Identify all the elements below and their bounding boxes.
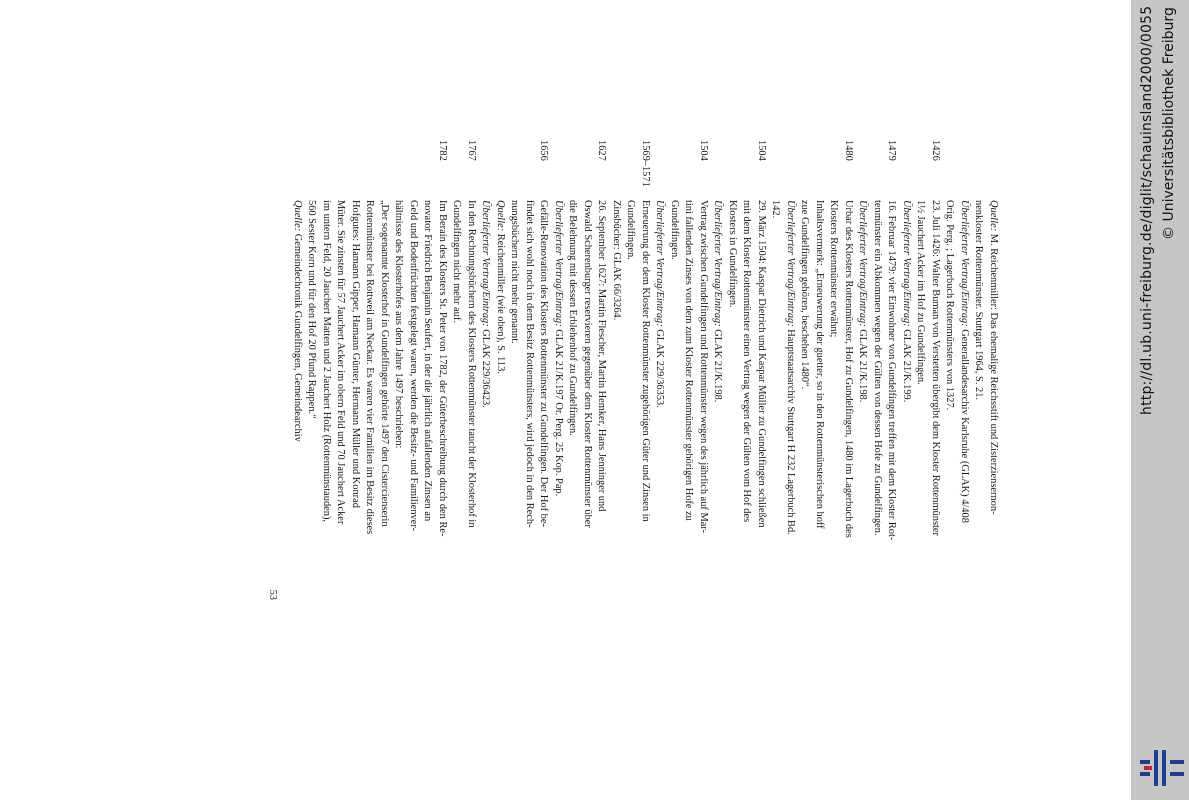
text-line: 560 Sester Korn und für den Hof 20 Pfund Rappen.“	[306, 200, 318, 419]
text-line: Rottenmünster bei Rottweil am Neckar. Es waren vier Familien im Besitz dieses	[364, 200, 376, 535]
text-line: Vertrag zwischen Gundelfingen und Rottenmünster wegen des jährlich auf Mar-	[698, 200, 709, 534]
text-line: Gefälle-Renovation des Klosters Rottenmünster zu Gundelfingen. Der Hof be-	[538, 200, 550, 527]
entry-year: 1767	[466, 140, 477, 161]
text-line: Hofgutes: Hamann Gipper, Hamann Günter, Hermann Müller und Konrad	[350, 200, 361, 508]
text-line: „Der sogenannte Klosterhof in Gundelfingen gehörte 1497 den Cistercienserin	[379, 200, 390, 527]
text-line: Überlieferter Vertrag/Eintrag: Generallandesarchiv Karlsruhe (GLAK) 4/408	[959, 200, 970, 523]
text-line: 1½ Jauchert Acker im Hof zu Gundelfingen.	[915, 200, 927, 385]
scanned-page	[200, 140, 1000, 740]
text-line: 16. Februar 1479: vier Einwohner von Gundelfingen treffen mit dem Kloster Rot-	[886, 200, 898, 541]
text-line: Gundelfingen nicht mehr auf.	[451, 200, 463, 323]
ub-freiburg-logo-icon[interactable]	[1140, 746, 1184, 790]
entry-year: 1569–1571	[640, 140, 651, 187]
text-line: 23. Juli 1426: Walter Buman von Verstetten übergibt dem Kloster Rottenmünster	[930, 200, 941, 536]
text-line: zue Gundelfingen gehören, beschehen 1480“.	[799, 200, 811, 390]
text-line: Überlieferter Vertrag/Eintrag: GLAK 21/K.198.	[712, 200, 724, 403]
text-line: hältnisse des Klosterhofes aus dem Jahre 1497 beschrieben:	[393, 200, 405, 449]
text-line: nungsbüchern nicht mehr genannt.	[509, 200, 521, 344]
text-line: novator Friedrich Benjamin Seufert, in der die jährlich anfallenden Zinsen an	[422, 200, 434, 522]
text-line: Klosters Rottenmünster erwähnt;	[828, 200, 840, 338]
text-line: Überlieferter Vertrag/Eintrag: GLAK 229/36423.	[480, 200, 492, 408]
text-line: mit dem Kloster Rottenmünster einen Vertrag wegen der Gülten vom Hof des	[741, 200, 753, 523]
text-line: tini fallenden Zinses von dem zum Kloster Rottenmünster gehörigen Hofe zu	[683, 200, 695, 521]
entry-year: 1480	[843, 140, 854, 161]
text-line: nenkloster Rottenmünster. Stuttgart 1964, S. 21.	[973, 200, 985, 401]
text-line: Quelle: Gemeindechronik Gundelfingen, Gemeindearchiv	[292, 200, 303, 442]
text-line: im untern Feld, 20 Jauchert Matten und 2 Jauchert Holz (Rottenmünstauden),	[321, 200, 332, 523]
entry-year: 1504	[698, 140, 709, 161]
text-line: Oswald Scherenburger reservieren gegenüber dem Kloster Rottenmünster über	[582, 200, 593, 528]
entry-year: 1782	[437, 140, 448, 161]
text-line: Im Berain des Klosters St. Peter von 1782, der Güterbeschreibung durch den Re-	[437, 200, 448, 537]
entry-year: 1656	[538, 140, 550, 161]
text-line: 26. September 1627: Martin Flescher, Martin Hemker, Hans Jenninger und	[596, 200, 608, 512]
text-line: Quelle: M. Reichenmiller: Das ehemalige Reichsstift und Zisterziensernon-	[988, 200, 999, 515]
text-line: Gundelfingen.	[669, 200, 680, 260]
sidebar-text-rotated	[1131, 0, 1189, 800]
text-line: Quelle: Reichenmiller (wie oben), S. 113.	[495, 200, 506, 374]
copyright-notice: © Universitätsbibliothek Freiburg	[1161, 7, 1177, 240]
text-line: Geld und Bodenfrüchten festgelegt waren, werden die Besitz- und Familienver-	[408, 200, 419, 532]
text-line: Müter. Sie zinsten für 57 Jauchert Acker im obern Feld und 70 Jauchert Acker	[335, 200, 347, 525]
entry-year: 1479	[886, 140, 898, 161]
entry-year: 1504	[756, 140, 767, 161]
text-line: tenmünster ein Abkommen wegen der Gülten von dessen Hofe zu Gundelfingen.	[872, 200, 883, 536]
text-line: Orig. Perg. ; Lagerbuch Rottenmünsters von 1327.	[944, 200, 956, 411]
text-line: Überlieferter Vertrag/Eintrag: GLAK 21/K.197 Or. Perg. 25 Kop. Pap.	[553, 200, 564, 497]
text-line: die Belehnung mit dessen Erblehenhof zu Gundelfingen.	[567, 200, 579, 436]
document-url[interactable]: http://dl.ub.uni-freiburg.de/diglit/schauinsland2000/0055	[1139, 5, 1155, 415]
text-line: Überlieferter Vertrag/Eintrag: GLAK 21/K.198.	[857, 200, 869, 403]
text-line: Zinsbücher: GLAK 66/3264.	[611, 200, 622, 321]
entry-year: 1426	[930, 140, 941, 161]
text-line: Überlieferter Vertrag/Eintrag: Hauptstaatsarchiv Stuttgart H 232 Lagerbuch Bd.	[785, 200, 796, 535]
text-line: 29. März 1504: Kaspar Dietrich und Kaspar Müller zu Gundelfingen schließen	[756, 200, 767, 528]
text-line: findet sich wohl noch in dem Besitz Rottenmünsters, wird jedoch in den Rech-	[524, 200, 535, 528]
text-line: Erneuerung der dem Kloster Rottenmünster zugehörigen Güter und Zinsen in	[640, 200, 651, 522]
page-number: 53	[267, 589, 279, 600]
text-line: Urbar des Klosters Rottenmünster, Hof zu Gundelfingen, 1480 im Lagerbuch des	[843, 200, 854, 538]
text-line: Inhaltsvermerk: „Erneuwerung der guetter, so in den Rottenmünsterischen hoff	[814, 200, 825, 529]
entry-year: 1627	[596, 140, 608, 161]
text-line: Gundelfingen.	[625, 200, 637, 260]
text-line: In den Rechnungsbüchern des Klosters Rottenmünster taucht der Klosterhof in	[466, 200, 477, 528]
text-line: Überlieferter Vertrag/Eintrag: GLAK 229/36353.	[654, 200, 666, 408]
text-line: Klosters in Gundelfingen.	[727, 200, 738, 308]
text-line: 142.	[770, 200, 782, 219]
viewer-sidebar	[1131, 0, 1189, 800]
text-line: Überlieferter Vertrag/Eintrag: GLAK 21/K.199.	[901, 200, 912, 403]
